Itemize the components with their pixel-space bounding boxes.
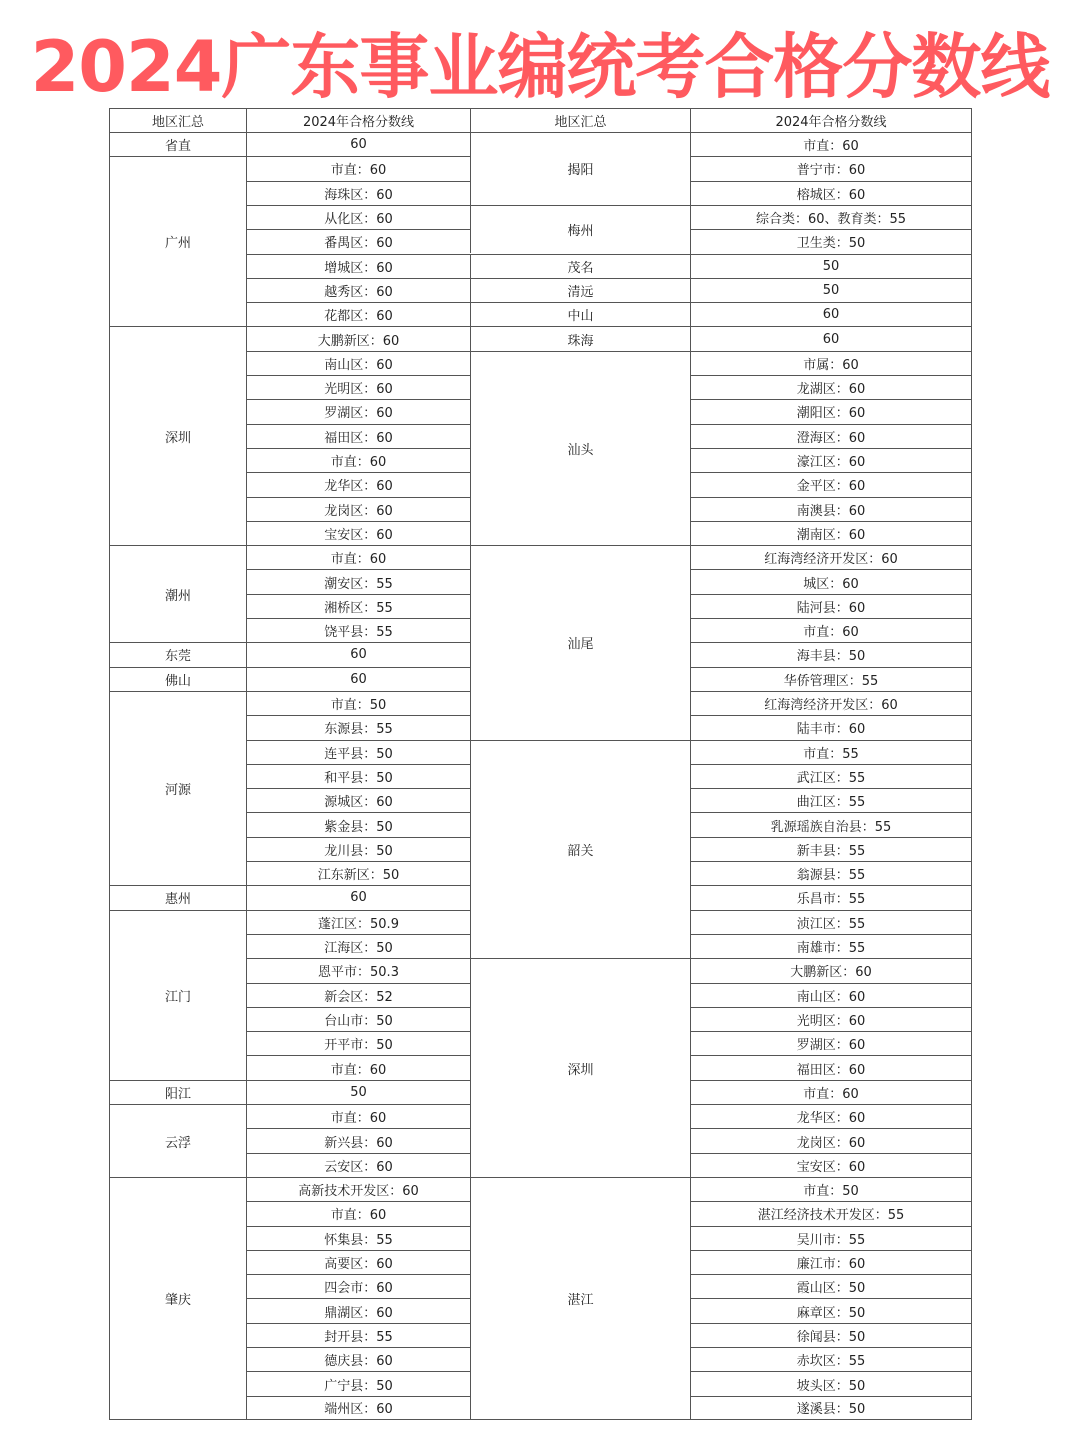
score-cell: 龙华区：60 <box>690 1104 972 1128</box>
score-cell: 龙华区：60 <box>246 472 470 496</box>
score-cell: 乳源瑶族自治县：55 <box>690 812 972 836</box>
score-cell: 端州区：60 <box>246 1396 470 1420</box>
score-cell: 德庆县：60 <box>246 1347 470 1371</box>
page-title: 2024广东事业编统考合格分数线 <box>30 26 1050 108</box>
region-cell: 韶关 <box>470 740 690 959</box>
score-cell: 龙湖区：60 <box>690 375 972 399</box>
score-cell: 曲江区：55 <box>690 788 972 812</box>
region-cell: 中山 <box>470 302 690 326</box>
score-cell: 大鹏新区：60 <box>690 958 972 982</box>
score-cell: 饶平县：55 <box>246 618 470 642</box>
score-cell: 潮阳区：60 <box>690 399 972 423</box>
region-cell: 珠海 <box>470 326 690 350</box>
score-cell: 宝安区：60 <box>246 521 470 545</box>
region-cell: 深圳 <box>109 326 246 545</box>
score-cell: 南山区：60 <box>246 351 470 375</box>
score-cell: 花都区：60 <box>246 302 470 326</box>
score-cell: 红海湾经济开发区：60 <box>690 545 972 569</box>
score-cell: 南山区：60 <box>690 983 972 1007</box>
score-cell: 新会区：52 <box>246 983 470 1007</box>
score-cell: 台山市：50 <box>246 1007 470 1031</box>
score-cell: 澄海区：60 <box>690 424 972 448</box>
region-cell: 肇庆 <box>109 1177 246 1420</box>
score-cell: 光明区：60 <box>246 375 470 399</box>
score-cell: 湛江经济技术开发区：55 <box>690 1201 972 1225</box>
score-cell: 连平县：50 <box>246 740 470 764</box>
left-region-column <box>109 108 246 1420</box>
score-cell: 50 <box>246 1080 470 1104</box>
region-cell: 云浮 <box>109 1104 246 1177</box>
score-cell: 光明区：60 <box>690 1007 972 1031</box>
region-cell: 揭阳 <box>470 132 690 205</box>
score-cell: 南雄市：55 <box>690 934 972 958</box>
score-cell: 60 <box>690 302 972 326</box>
region-cell: 潮州 <box>109 545 246 642</box>
score-cell: 江海区：50 <box>246 934 470 958</box>
score-cell: 四会市：60 <box>246 1274 470 1298</box>
region-cell: 茂名 <box>470 254 690 278</box>
score-cell: 50 <box>690 278 972 302</box>
score-cell: 浈江区：55 <box>690 910 972 934</box>
score-cell: 新兴县：60 <box>246 1128 470 1152</box>
score-cell: 开平市：50 <box>246 1031 470 1055</box>
score-cell: 濠江区：60 <box>690 448 972 472</box>
region-cell: 阳江 <box>109 1080 246 1104</box>
score-cell: 封开县：55 <box>246 1323 470 1347</box>
score-cell: 怀集县：55 <box>246 1226 470 1250</box>
score-cell: 大鹏新区：60 <box>246 326 470 350</box>
score-cell: 坡头区：50 <box>690 1371 972 1395</box>
score-cell: 海丰县：50 <box>690 642 972 666</box>
score-cell: 罗湖区：60 <box>690 1031 972 1055</box>
score-cell: 越秀区：60 <box>246 278 470 302</box>
score-cell: 增城区：60 <box>246 254 470 278</box>
score-cell: 榕城区：60 <box>690 181 972 205</box>
right-score-column <box>690 108 972 1420</box>
score-cell: 江东新区：50 <box>246 861 470 885</box>
score-cell: 海珠区：60 <box>246 181 470 205</box>
score-cell: 60 <box>690 326 972 350</box>
score-cell: 翁源县：55 <box>690 861 972 885</box>
score-cell: 华侨管理区：55 <box>690 667 972 691</box>
left-score-column <box>246 108 470 1420</box>
region-cell: 梅州 <box>470 205 690 254</box>
score-cell: 综合类：60、教育类：55 <box>690 205 972 229</box>
score-cell: 和平县：50 <box>246 764 470 788</box>
region-cell: 深圳 <box>470 958 690 1177</box>
score-cell: 福田区：60 <box>690 1055 972 1079</box>
score-cell: 廉江市：60 <box>690 1250 972 1274</box>
right-region-column <box>470 108 690 1420</box>
region-cell: 湛江 <box>470 1177 690 1420</box>
score-cell: 金平区：60 <box>690 472 972 496</box>
score-cell: 赤坎区：55 <box>690 1347 972 1371</box>
header-region: 地区汇总 <box>109 108 246 132</box>
score-cell: 市直：60 <box>246 1201 470 1225</box>
score-cell: 高要区：60 <box>246 1250 470 1274</box>
region-cell: 汕尾 <box>470 545 690 739</box>
score-table <box>109 108 972 1420</box>
score-cell: 武江区：55 <box>690 764 972 788</box>
score-cell: 湘桥区：55 <box>246 594 470 618</box>
score-cell: 市直：60 <box>246 156 470 180</box>
score-cell: 源城区：60 <box>246 788 470 812</box>
score-cell: 市属：60 <box>690 351 972 375</box>
score-cell: 东源县：55 <box>246 715 470 739</box>
score-cell: 遂溪县：50 <box>690 1396 972 1420</box>
header-score: 2024年合格分数线 <box>690 108 972 132</box>
score-cell: 紫金县：50 <box>246 812 470 836</box>
score-cell: 城区：60 <box>690 569 972 593</box>
score-cell: 云安区：60 <box>246 1153 470 1177</box>
header-region: 地区汇总 <box>470 108 690 132</box>
score-cell: 徐闻县：50 <box>690 1323 972 1347</box>
score-cell: 市直：50 <box>690 1177 972 1201</box>
score-cell: 市直：60 <box>690 132 972 156</box>
score-cell: 卫生类：50 <box>690 229 972 253</box>
region-cell: 东莞 <box>109 642 246 666</box>
score-cell: 罗湖区：60 <box>246 399 470 423</box>
score-cell: 60 <box>246 667 470 691</box>
region-cell: 惠州 <box>109 885 246 909</box>
score-cell: 番禺区：60 <box>246 229 470 253</box>
score-cell: 60 <box>246 885 470 909</box>
score-cell: 市直：60 <box>246 1104 470 1128</box>
score-cell: 龙岗区：60 <box>246 497 470 521</box>
region-cell: 江门 <box>109 910 246 1080</box>
score-cell: 吴川市：55 <box>690 1226 972 1250</box>
score-cell: 陆丰市：60 <box>690 715 972 739</box>
score-cell: 60 <box>246 642 470 666</box>
region-cell: 广州 <box>109 156 246 326</box>
score-cell: 红海湾经济开发区：60 <box>690 691 972 715</box>
score-cell: 市直：60 <box>690 618 972 642</box>
score-cell: 龙川县：50 <box>246 837 470 861</box>
score-cell: 乐昌市：55 <box>690 885 972 909</box>
region-cell: 汕头 <box>470 351 690 545</box>
score-cell: 陆河县：60 <box>690 594 972 618</box>
score-cell: 蓬江区：50.9 <box>246 910 470 934</box>
score-cell: 普宁市：60 <box>690 156 972 180</box>
score-cell: 市直：60 <box>246 1055 470 1079</box>
score-cell: 新丰县：55 <box>690 837 972 861</box>
header-score: 2024年合格分数线 <box>246 108 470 132</box>
score-cell: 市直：55 <box>690 740 972 764</box>
score-cell: 潮安区：55 <box>246 569 470 593</box>
region-cell: 清远 <box>470 278 690 302</box>
region-cell: 省直 <box>109 132 246 156</box>
score-cell: 高新技术开发区：60 <box>246 1177 470 1201</box>
score-cell: 从化区：60 <box>246 205 470 229</box>
score-cell: 福田区：60 <box>246 424 470 448</box>
score-cell: 广宁县：50 <box>246 1371 470 1395</box>
score-cell: 60 <box>246 132 470 156</box>
score-cell: 麻章区：50 <box>690 1298 972 1322</box>
score-cell: 50 <box>690 254 972 278</box>
score-cell: 鼎湖区：60 <box>246 1298 470 1322</box>
score-cell: 市直：60 <box>246 545 470 569</box>
score-cell: 龙岗区：60 <box>690 1128 972 1152</box>
score-cell: 恩平市：50.3 <box>246 958 470 982</box>
score-cell: 市直：60 <box>246 448 470 472</box>
score-cell: 市直：60 <box>690 1080 972 1104</box>
score-cell: 潮南区：60 <box>690 521 972 545</box>
score-cell: 宝安区：60 <box>690 1153 972 1177</box>
score-cell: 南澳县：60 <box>690 497 972 521</box>
score-cell: 市直：50 <box>246 691 470 715</box>
score-cell: 霞山区：50 <box>690 1274 972 1298</box>
region-cell: 佛山 <box>109 667 246 691</box>
region-cell: 河源 <box>109 691 246 885</box>
